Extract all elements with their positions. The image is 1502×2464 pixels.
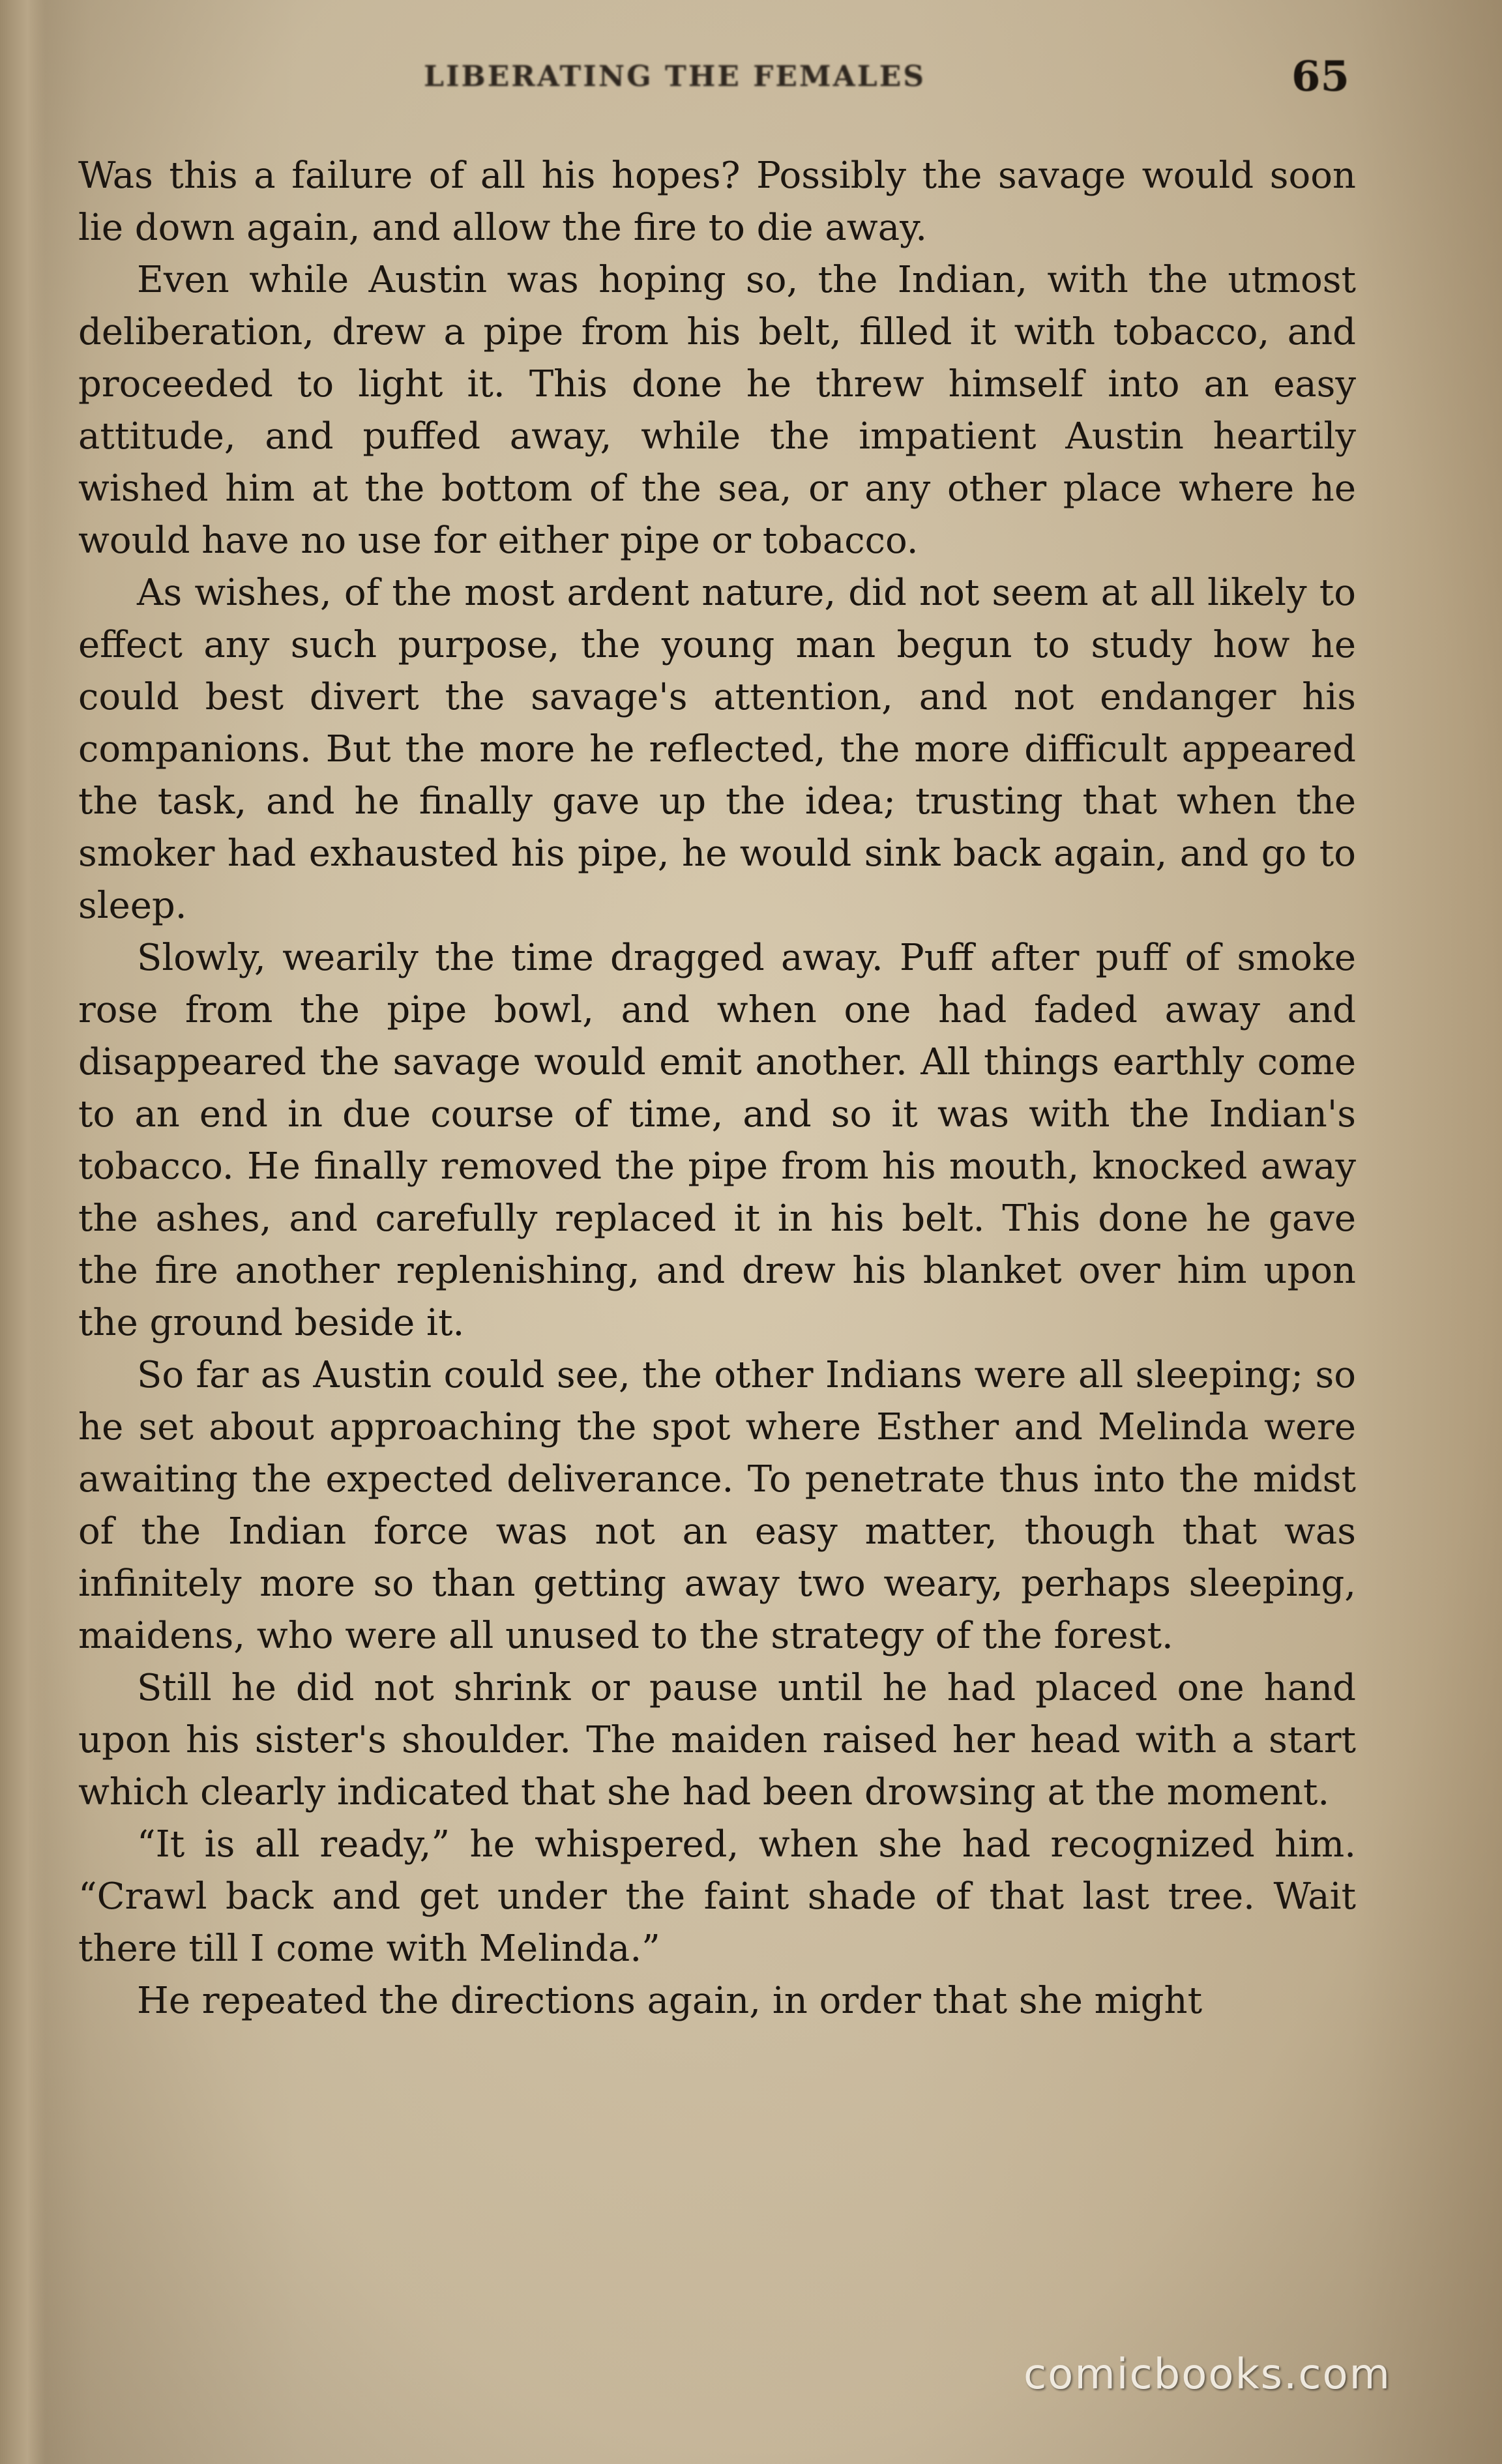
paragraph: “It is all ready,” he whispered, when she had recognized him. “Crawl back and get under the faint shade of that last tree. Wait there till I come with Melinda.” [78,1823,1356,1970]
page-header [98,52,1349,111]
site-watermark: comicbooks.com [1023,2351,1391,2399]
paragraph: Still he did not shrink or pause until he had placed one hand upon his sister's shoulder. The maiden raised her head with a start which clearly indicated that she had been drowsing at the moment. [78,1667,1356,1813]
paragraph: He repeated the directions again, in order that she might [137,1980,1203,2022]
paragraph: Was this a failure of all his hopes? Possibly the savage would soon lie down again, and allow the fire to die away. [78,154,1356,249]
page-gutter-shadow [0,0,46,2464]
running-head: LIBERATING THE FEMALES [424,60,926,93]
paragraph: So far as Austin could see, the other Indians were all sleeping; so he set about approaching the spot where Esther and Melinda were awaiting the expected deliverance. To penetrate thus into the midst of the Indian force was not an easy matter, though that was infinitely more so than getting away two weary, perhaps sleeping, maidens, who were all unused to the strategy of the forest. [78,1354,1356,1657]
paragraph: Slowly, wearily the time dragged away. Puff after puff of smoke rose from the pipe bowl, and when one had faded away and disappeared the savage would emit another. All things earthly come to an end in due course of time, and so it was with the Indian's tobacco. He finally removed the pipe from his mouth, knocked away the ashes, and carefully replaced it in his belt. This done he gave the fire another replenishing, and drew his blanket over him upon the ground beside it. [78,937,1356,1344]
body-text [78,150,1356,2027]
page-number: 65 [1291,52,1349,101]
paragraph: As wishes, of the most ardent nature, did not seem at all likely to effect any such purpose, the young man begun to study how he could best divert the savage's attention, and not endanger his companions. But the more he reflected, the more difficult appeared the task, and he finally gave up the idea; trusting that when the smoker had exhausted his pipe, he would sink back again, and go to sleep. [78,572,1356,927]
paragraph: Even while Austin was hoping so, the Indian, with the utmost deliberation, drew a pipe from his belt, filled it with tobacco, and proceeded to light it. This done he threw himself into an easy attitude, and puffed away, while the impatient Austin heartily wished him at the bottom of the sea, or any other place where he would have no use for either pipe or tobacco. [78,259,1356,562]
